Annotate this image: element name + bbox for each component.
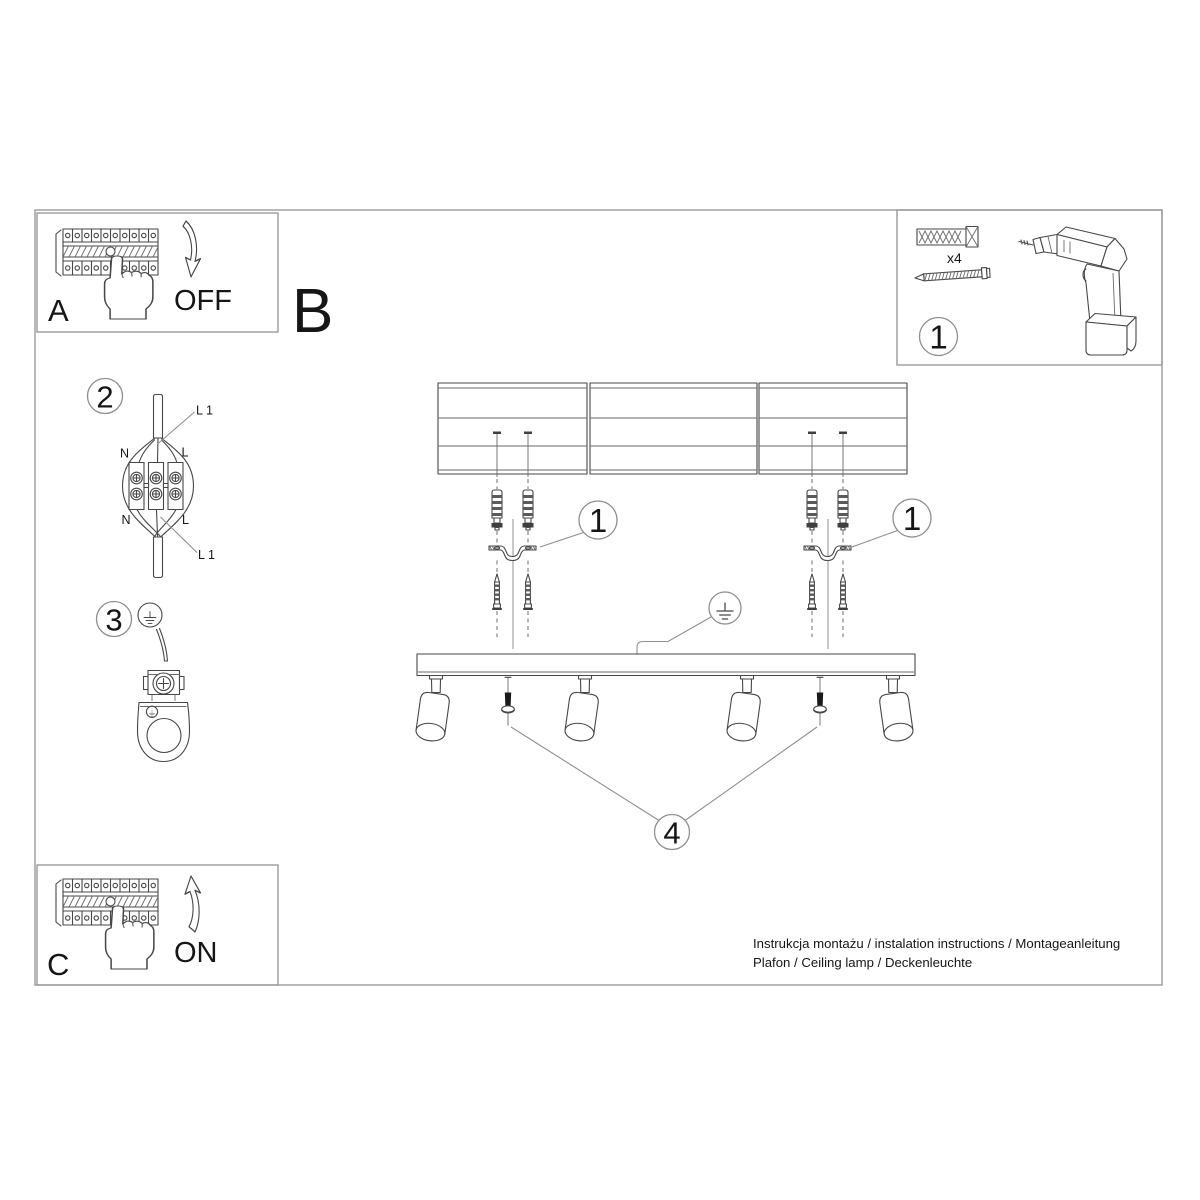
cable-guide-lines (513, 519, 828, 649)
anchor-mark (808, 432, 816, 435)
wall-plug-icon (523, 490, 534, 530)
terminal-n-bottom-label: N (121, 513, 131, 527)
ground-terminal (144, 671, 185, 702)
wires-bottom (137, 510, 176, 537)
wiring-callout-number: 2 (96, 379, 114, 415)
spotlight-head (879, 676, 914, 743)
parts-callout-number: 1 (929, 318, 948, 356)
ground-callout-number: 3 (105, 602, 123, 638)
l1-bottom-leader (161, 517, 198, 553)
mount-assembly-left (489, 479, 617, 637)
callout-leader (540, 533, 584, 548)
wall-plug-icon (838, 490, 849, 530)
anchor-mark (524, 432, 532, 435)
mount-callout-number: 1 (902, 500, 922, 537)
spotlight-head (564, 676, 599, 743)
mounting-screw-icon (807, 574, 817, 610)
anchor-mark (493, 432, 501, 435)
mount-callout-number: 1 (588, 502, 608, 539)
off-label: OFF (174, 285, 232, 317)
l1-bottom-label: L 1 (198, 548, 215, 562)
ground-bracket (138, 703, 190, 762)
wall-plug-icon (492, 490, 503, 530)
wires-top (139, 438, 177, 463)
earth-wire-leader (637, 617, 711, 654)
section-a-label: A (48, 293, 69, 328)
wall-plug-icon (917, 227, 978, 248)
mounting-screw-icon (838, 574, 848, 610)
screw-icon (915, 267, 991, 283)
mounting-screw-icon (492, 574, 502, 610)
section-c-power-on (37, 865, 278, 985)
cable-top (154, 395, 163, 439)
lamp-bar-assembly (415, 654, 915, 851)
l1-top-label: L 1 (196, 403, 213, 418)
wiring-step (88, 379, 215, 578)
anchor-mark (839, 432, 847, 435)
footer (753, 936, 1120, 970)
spotlight-head (415, 676, 450, 743)
spotlight-head (726, 676, 761, 743)
terminal-l-bottom-label: L (182, 513, 189, 527)
mounting-screw-icon (523, 574, 533, 610)
screw-count-label: x4 (947, 250, 962, 266)
earth-connection (637, 592, 741, 654)
sheet-border (35, 210, 1162, 985)
footer-line1: Instrukcja montażu / instalation instructions / Montageanleitung (753, 936, 1121, 951)
ceiling-panels (438, 383, 907, 477)
terminal-block (129, 463, 183, 510)
lock-screw-callout-number: 4 (663, 815, 681, 851)
lock-screw-icon (502, 677, 515, 725)
breaker-panel-icon (56, 879, 158, 926)
parts-box (897, 210, 1162, 365)
section-b-label: B (292, 277, 334, 346)
lock-screw-leaders (511, 727, 817, 821)
terminal-n-top-label: N (119, 446, 130, 461)
earth-symbol-glyph (144, 612, 156, 624)
ground-wire (157, 629, 168, 662)
drill-icon (1019, 227, 1136, 355)
section-a-power-off (37, 213, 278, 332)
breaker-panel-icon (56, 229, 158, 276)
footer-line2: Plafon / Ceiling lamp / Deckenleuchte (753, 955, 973, 970)
callout-leader (852, 531, 898, 548)
lock-screw-icon (814, 677, 827, 725)
ground-lug-step (97, 602, 190, 762)
cable-bottom (154, 537, 163, 578)
section-c-label: C (47, 947, 70, 982)
on-label: ON (174, 937, 218, 969)
wall-plug-icon (807, 490, 818, 530)
switch-on-arrow-icon (185, 876, 201, 932)
terminal-l-top-label: L (181, 445, 189, 460)
mount-assembly-right (804, 479, 931, 637)
switch-off-arrow-icon (183, 221, 201, 277)
